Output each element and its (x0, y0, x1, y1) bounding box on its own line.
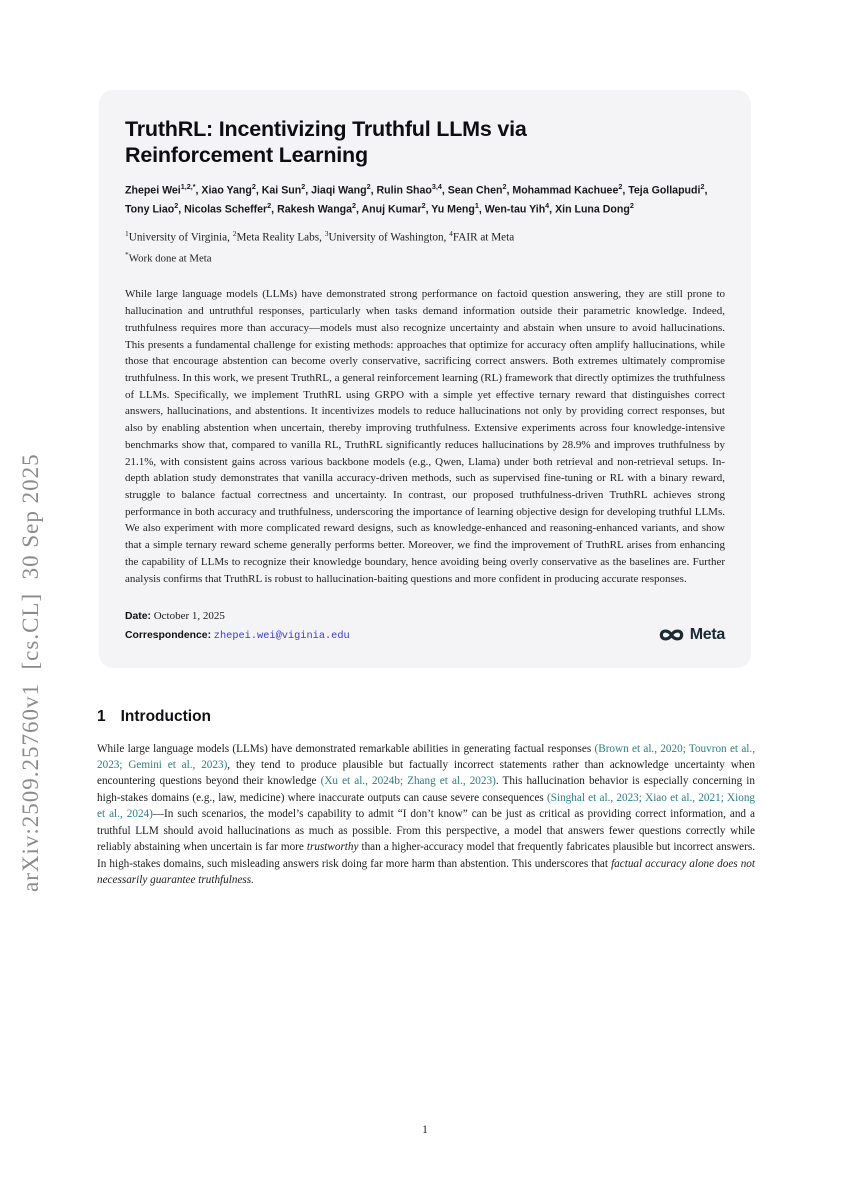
meta-info (125, 607, 350, 645)
header-meta-row (125, 607, 725, 645)
arxiv-watermark: arXiv:2509.25760v1 [cs.CL] 30 Sep 2025 (18, 453, 43, 892)
meta-wordmark: Meta (689, 625, 725, 643)
abstract-text: While large language models (LLMs) have demonstrated strong performance on factoid question answering, they are still prone to hallucination and untruthful responses, particularly when tasks demand information outside their parametric knowledge. Indeed, truthfulness requires more than accuracy—models must also recognize uncertainty and abstain when unsure to avoid hallucinations. This presents a fundamental challenge for existing methods: approaches that optimize for accuracy often amplify hallucinations, while those that encourage abstention can become overly conservative, sacrificing correct answers. Both extremes ultimately compromise truthfulness. In this work, we present TruthRL, a general reinforcement learning (RL) framework that directly optimizes the truthfulness of LLMs. Specifically, we implement TruthRL using GRPO with a simple yet effective ternary reward that distinguishes correct answers, hallucinations, and abstentions. It incentivizes models to reduce hallucinations not only by providing correct responses, but also by enabling abstention when uncertain, thereby improving truthfulness. Extensive experiments across four knowledge-intensive benchmarks show that, compared to vanilla RL, TruthRL significantly reduces hallucinations by 28.9% and improves truthfulness by 21.1%, with consistent gains across various backbone models (e.g., Qwen, Llama) under both retrieval and non-retrieval setups. In-depth ablation study demonstrates that vanilla accuracy-driven methods, such as supervised fine-tuning or RL with a binary reward, struggle to balance factual correctness and uncertainty. In contrast, our proposed truthfulness-driven TruthRL achieves strong performance in both accuracy and truthfulness, underscoring the importance of learning objective design for developing truthful LLMs. We also experiment with more complicated reward designs, such as knowledge-enhanced and reasoning-enhanced variants, and show that a simple ternary reward scheme generally performs better. Moreover, we find the improvement of TruthRL arises from enhancing the capability of LLMs to recognize their knowledge boundary, hence avoiding being overly conservative as the baselines are. Further analysis confirms that TruthRL is robust to hallucination-baiting questions and more confident in producing accurate responses. (125, 288, 725, 585)
footnote-work-done: *Work done at Meta (125, 249, 212, 265)
date-label: Date: (125, 611, 151, 623)
date-value: October 1, 2025 (153, 610, 225, 623)
author-list: Zhepei Wei$^{1,2,*}$, Xiao Yang$^2$, Kai Sun$^2$, Jiaqi Wang$^2$, Rulin Shao$^{3,4}$, Sean Chen$^2$, Mohammad Kachuee$^2$, Teja Gollapudi$^2$, Tony Liao$^2$, Nicolas Scheffer$^2$, Rakesh Wanga$^2$, Anuj Kumar$^2$, Yu Meng$^1$, Wen-tau Yih$^4$, Xin Luna Dong$^2$ (125, 182, 708, 216)
infinity-icon (658, 627, 685, 643)
citation-link[interactable]: (Xu et al., 2024b; Zhang et al., 2023) (320, 775, 496, 788)
correspondence-label: Correspondence: (125, 630, 212, 641)
section-title: Introduction (120, 707, 212, 725)
meta-logo (658, 626, 725, 646)
section-heading (97, 708, 850, 726)
intro-paragraph: While large language models (LLMs) have demonstrated remarkable abilities in generating factual responses (Brown et al., 2020; Touvron et al., 2023; Gemini et al., 2023), they tend to produce plausible but factually incorrect statements rather than acknowledge uncertainty when encountering questions beyond their knowledge (Xu et al., 2024b; Zhang et al., 2023). This hallucination behavior is especially concerning in high-stakes domains (e.g., law, medicine) where inaccurate outputs can cause severe consequences (Singhal et al., 2023; Xiao et al., 2021; Xiong et al., 2024)—In such scenarios, the model’s capability to admit “I don’t know” can be just as critical as providing correct information, and a truthful LLM should avoid hallucinations as much as possible. From this perspective, a model that answers fewer questions correctly while reliably abstaining when uncertain is far more trustworthy than a higher-accuracy model that frequently fabricates plausible but incorrect answers. In high-stakes domains, such misleading answers risk doing far more harm than abstention. This underscores that factual accuracy alone does not necessarily guarantee truthfulness. (97, 742, 756, 887)
citation-link[interactable]: (Brown et al., 2020; Touvron et al., 2023; Gemini et al., 2023) (97, 742, 755, 771)
date-line (125, 607, 350, 626)
correspondence-email-link[interactable]: zhepei.wei@viginia.edu (213, 630, 350, 642)
paper-title: TruthRL: Incentivizing Truthful LLMs via Reinforcement Learning (125, 117, 527, 168)
header-card (99, 90, 751, 668)
page-number: 1 (422, 1124, 428, 1136)
section-number: 1 (97, 707, 106, 725)
citation-link[interactable]: (Singhal et al., 2023; Xiao et al., 2021; Xiong et al., 2024) (97, 791, 756, 821)
correspondence-line (125, 626, 350, 646)
affiliations: $^1$University of Virginia, $^2$Meta Reality Labs, $^3$University of Washington, $^4$FAIR at Meta (125, 229, 515, 245)
